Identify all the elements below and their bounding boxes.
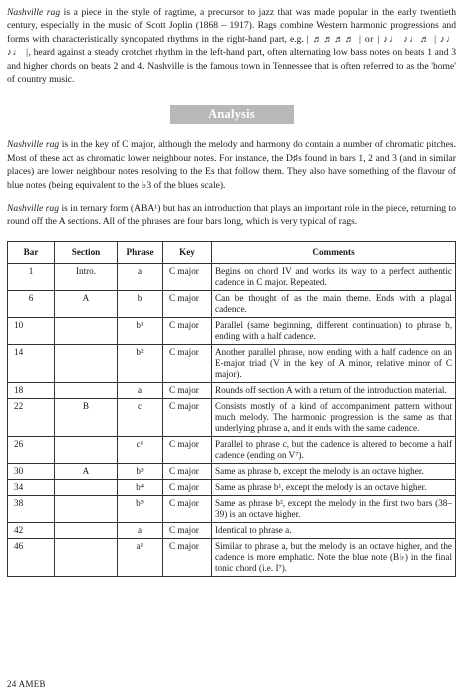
section-cell: [55, 317, 118, 344]
column-header-comments: Comments: [212, 241, 456, 263]
table-row: [8, 479, 456, 495]
table-row: [8, 538, 456, 576]
phrase-cell: a¹: [118, 538, 163, 576]
table-row: [8, 398, 456, 436]
bar-cell: 38: [8, 495, 55, 522]
bar-cell: 30: [8, 463, 55, 479]
key-paragraph: [7, 138, 456, 192]
phrase-cell: b³: [118, 463, 163, 479]
section-cell: [55, 479, 118, 495]
key-cell: C major: [163, 344, 212, 382]
key-cell: C major: [163, 317, 212, 344]
section-cell: [55, 382, 118, 398]
bar-cell: 42: [8, 522, 55, 538]
intro-text-2: , heard against a steady crotchet rhythm in the left-hand part, often alternating low bass notes on beats 1 and 3 and higher chords on beats 2 and 4. Nashville is the famous town in Tennessee that is often referred to as the 'home' of country music.: [7, 47, 456, 86]
section-cell: [55, 495, 118, 522]
key-cell: C major: [163, 436, 212, 463]
key-cell: C major: [163, 479, 212, 495]
section-heading-wrap: [7, 105, 456, 124]
table-row: [8, 344, 456, 382]
bar-cell: 6: [8, 290, 55, 317]
section-cell: [55, 344, 118, 382]
phrase-cell: b⁴: [118, 479, 163, 495]
phrase-cell: b: [118, 290, 163, 317]
phrase-cell: b¹: [118, 317, 163, 344]
table-row: [8, 290, 456, 317]
section-cell: [55, 436, 118, 463]
column-header-section: Section: [55, 241, 118, 263]
key-cell: C major: [163, 290, 212, 317]
table-row: [8, 522, 456, 538]
comments-cell: Similar to phrase a, but the melody is an octave higher, and the cadence is more emphatic. Note the blue note (B♭) in the final tonic chord (i.e. I⁷).: [212, 538, 456, 576]
comments-cell: Identical to phrase a.: [212, 522, 456, 538]
bar-cell: 46: [8, 538, 55, 576]
section-cell: A: [55, 463, 118, 479]
key-paragraph-text: is in the key of C major, although the melody and harmony do contain a number of chromatic pitches. Most of these act as chromatic lower neighbour notes. For instance, the D♯s found in bars 1, 2 and 3 (and in similar places) are lower neighbour notes resolving to the Es that follow them. They also have something of the flavour of blue notes (being equivalent to the ♭3 of the blues scale).: [7, 139, 456, 191]
table-header-row: [8, 241, 456, 263]
key-cell: C major: [163, 495, 212, 522]
table-row: [8, 263, 456, 290]
key-cell: C major: [163, 538, 212, 576]
piece-title: Nashville rag: [7, 203, 60, 215]
phrase-cell: a: [118, 382, 163, 398]
bar-cell: 26: [8, 436, 55, 463]
comments-cell: Parallel (same beginning, different continuation) to phrase b, ending with a half cadence.: [212, 317, 456, 344]
table-row: [8, 463, 456, 479]
intro-text-1: is a piece in the style of ragtime, a precursor to jazz that was made popular in the early twentieth century, especially in the music of Scott Joplin (1868 – 1917). Rags combine Western harmonic progressions and forms with characteristically syncopated rhythms in the right-hand part, e.g.: [7, 7, 456, 45]
section-cell: [55, 522, 118, 538]
phrase-cell: a: [118, 522, 163, 538]
phrase-cell: c¹: [118, 436, 163, 463]
rhythm-example: | ♬♬♬♬ | or | ♪♩ ♪♩♬ | ♪♩ ♪♩ |: [7, 33, 456, 59]
section-cell: Intro.: [55, 263, 118, 290]
section-cell: A: [55, 290, 118, 317]
column-header-bar: Bar: [8, 241, 55, 263]
intro-paragraph: [7, 6, 456, 86]
comments-cell: Same as phrase b², except the melody in the first two bars (38–39) is an octave higher.: [212, 495, 456, 522]
phrase-cell: b⁵: [118, 495, 163, 522]
column-header-key: Key: [163, 241, 212, 263]
key-cell: C major: [163, 263, 212, 290]
comments-cell: Same as phrase b, except the melody is an octave higher.: [212, 463, 456, 479]
page-footer: 24 AMEB: [7, 679, 46, 689]
piece-title: Nashville rag: [7, 7, 61, 18]
comments-cell: Parallel to phrase c, but the cadence is altered to become a half cadence (ending on V⁷).: [212, 436, 456, 463]
document-page: [7, 6, 456, 577]
section-heading: Analysis: [170, 105, 294, 124]
comments-cell: Begins on chord IV and works its way to a perfect authentic cadence in C major. Repeated.: [212, 263, 456, 290]
bar-cell: 1: [8, 263, 55, 290]
phrase-cell: c: [118, 398, 163, 436]
piece-title: Nashville rag: [7, 139, 60, 151]
key-cell: C major: [163, 522, 212, 538]
table-row: [8, 436, 456, 463]
comments-cell: Rounds off section A with a return of the introduction material.: [212, 382, 456, 398]
comments-cell: Consists mostly of a kind of accompaniment pattern without much melody. The harmonic progression is the same as that underlying phrase a, and it ends with the same cadence.: [212, 398, 456, 436]
key-cell: C major: [163, 382, 212, 398]
key-cell: C major: [163, 463, 212, 479]
phrase-cell: a: [118, 263, 163, 290]
comments-cell: Can be thought of as the main theme. Ends with a plagal cadence.: [212, 290, 456, 317]
bar-cell: 14: [8, 344, 55, 382]
comments-cell: Another parallel phrase, now ending with a half cadence on an E-major triad (V in the key of A minor, relative minor of C major).: [212, 344, 456, 382]
key-cell: C major: [163, 398, 212, 436]
bar-cell: 34: [8, 479, 55, 495]
analysis-table: [7, 241, 456, 577]
section-cell: [55, 538, 118, 576]
comments-cell: Same as phrase b¹, except the melody is an octave higher.: [212, 479, 456, 495]
bar-cell: 10: [8, 317, 55, 344]
phrase-cell: b²: [118, 344, 163, 382]
form-paragraph: [7, 202, 456, 229]
bar-cell: 22: [8, 398, 55, 436]
form-paragraph-text: is in ternary form (ABA¹) but has an introduction that plays an important role in the piece, returning to round off the A sections. All of the phrases are four bars long, which is very typical of rags.: [7, 203, 456, 228]
column-header-phrase: Phrase: [118, 241, 163, 263]
table-row: [8, 317, 456, 344]
section-cell: B: [55, 398, 118, 436]
table-row: [8, 495, 456, 522]
table-row: [8, 382, 456, 398]
bar-cell: 18: [8, 382, 55, 398]
